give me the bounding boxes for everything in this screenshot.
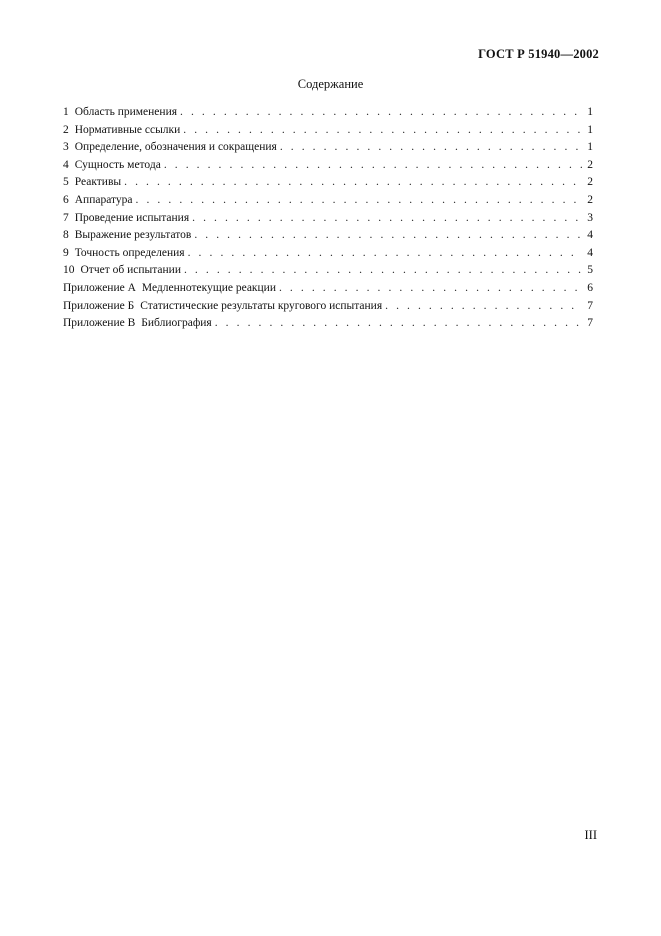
toc-entry-title: Аппаратура (74, 193, 133, 206)
toc-leader-dots (215, 315, 582, 333)
toc-entry-title: Реактивы (74, 176, 122, 189)
toc-entry-number: 3 (63, 141, 69, 154)
toc-entry[interactable] (63, 262, 593, 280)
toc-entry-page: 7 (587, 317, 593, 330)
toc-entry-title: Область применения (74, 106, 178, 118)
toc-entry-page: 5 (587, 264, 593, 277)
toc-entry-title: Проведение испытания (74, 211, 190, 224)
toc-entry[interactable] (63, 139, 593, 157)
toc-entry-number: 8 (63, 229, 69, 242)
toc-entry-title: Сущность метода (74, 158, 161, 171)
toc-leader-dots (184, 262, 582, 280)
toc-entry[interactable] (63, 192, 593, 210)
toc-entry-page: 3 (587, 211, 593, 224)
table-of-contents (63, 104, 593, 333)
toc-entry-number: 2 (63, 123, 69, 136)
toc-entry-title: Отчет об испытании (80, 264, 181, 277)
toc-leader-dots (124, 174, 582, 192)
toc-entry-page: 7 (587, 299, 593, 312)
toc-appendix-entry[interactable] (63, 298, 593, 316)
toc-entry[interactable] (63, 122, 593, 140)
toc-entry[interactable] (63, 157, 593, 175)
document-code: ГОСТ Р 51940—2002 (478, 47, 599, 61)
toc-entry-number: 5 (63, 176, 69, 189)
toc-leader-dots (164, 157, 582, 175)
toc-entry[interactable] (63, 245, 593, 263)
toc-entry-number: 1 (63, 106, 69, 118)
toc-leader-dots (279, 280, 582, 298)
toc-appendix-entry[interactable] (63, 280, 593, 298)
toc-entry-number: 9 (63, 246, 69, 259)
toc-entry-title: Выражение результатов (74, 229, 192, 242)
toc-entry-title: Библиография (141, 317, 212, 330)
toc-appendix-label: Приложение А (63, 281, 136, 294)
toc-entry-title: Нормативные ссылки (74, 123, 181, 136)
toc-appendix-entry[interactable] (63, 315, 593, 333)
toc-appendix-label: Приложение Б (63, 299, 135, 312)
toc-entry-page: 4 (587, 229, 593, 242)
toc-entry-number: 7 (63, 211, 69, 224)
toc-entry[interactable] (63, 210, 593, 228)
toc-entry-title: Статистические результаты кругового испытания (140, 299, 383, 312)
toc-leader-dots (194, 227, 582, 245)
toc-entry-page: 2 (587, 158, 593, 171)
toc-leader-dots (183, 122, 582, 140)
toc-leader-dots (280, 139, 582, 157)
toc-title: Содержание (297, 77, 364, 91)
toc-leader-dots (192, 210, 582, 228)
toc-entry-title: Точность определения (74, 246, 185, 259)
toc-leader-dots (385, 298, 582, 316)
toc-entry-number: 4 (63, 158, 69, 171)
toc-entry-title: Определение, обозначения и сокращения (74, 141, 277, 154)
toc-entry[interactable] (63, 104, 593, 122)
page-number: III (584, 828, 597, 842)
toc-entry-page: 6 (587, 281, 593, 294)
toc-entry[interactable] (63, 227, 593, 245)
toc-leader-dots (188, 245, 582, 263)
toc-entry-page: 2 (587, 176, 593, 189)
toc-leader-dots (136, 192, 582, 210)
toc-appendix-label: Приложение В (63, 317, 136, 330)
toc-entry-page: 1 (587, 123, 593, 136)
toc-entry-page: 1 (587, 106, 593, 118)
toc-entry-page: 4 (587, 246, 593, 259)
toc-entry-page: 2 (587, 193, 593, 206)
toc-entry[interactable] (63, 174, 593, 192)
toc-leader-dots (180, 104, 582, 122)
toc-entry-title: Медленнотекущие реакции (141, 281, 276, 294)
toc-entry-page: 1 (587, 141, 593, 154)
toc-entry-number: 6 (63, 193, 69, 206)
toc-entry-number: 10 (63, 264, 75, 277)
